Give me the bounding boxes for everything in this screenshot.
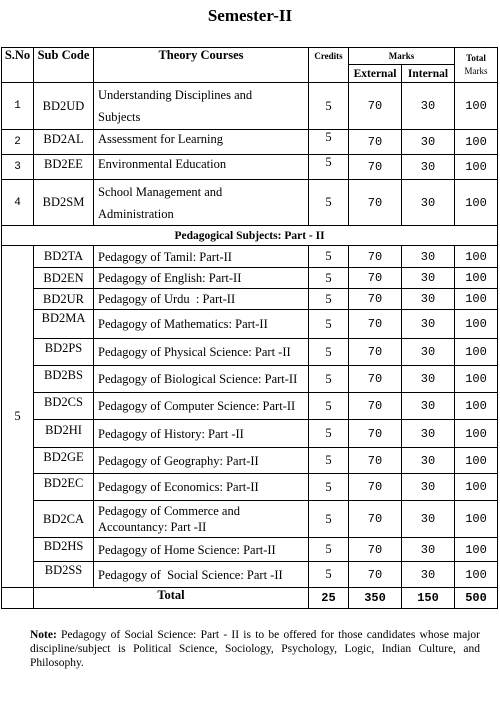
table-row <box>2 393 498 420</box>
total-internal: 150 <box>402 588 455 609</box>
table-row <box>2 130 498 155</box>
row-internal: 30 <box>402 180 455 226</box>
table-row <box>2 538 498 562</box>
row-code: BD2UR <box>34 289 94 310</box>
row-course: Pedagogy of Physical Science: Part -II <box>94 339 309 366</box>
table-row <box>2 501 498 538</box>
row-internal: 30 <box>402 393 455 420</box>
table-row <box>2 339 498 366</box>
row-code: BD2MA <box>34 310 94 339</box>
row-internal: 30 <box>402 366 455 393</box>
row-total: 100 <box>455 155 498 180</box>
row-external: 70 <box>349 130 402 155</box>
row-external: 70 <box>349 501 402 538</box>
table-row <box>2 366 498 393</box>
row-credits: 5 <box>309 339 349 366</box>
total-total: 500 <box>455 588 498 609</box>
row-external: 70 <box>349 268 402 289</box>
row-sno: 1 <box>2 83 34 130</box>
row-internal: 30 <box>402 246 455 268</box>
row-external: 70 <box>349 289 402 310</box>
row-total: 100 <box>455 448 498 474</box>
row-total: 100 <box>455 420 498 448</box>
row-code: BD2CA <box>34 501 94 538</box>
header-sub-code: Sub Code <box>34 48 94 83</box>
table-row <box>2 474 498 501</box>
row-external: 70 <box>349 246 402 268</box>
course-table <box>1 47 498 609</box>
table-row <box>2 83 498 130</box>
row-credits: 5 <box>309 393 349 420</box>
table-row <box>2 448 498 474</box>
row-course: Pedagogy of Social Science: Part -II <box>94 562 309 588</box>
row-credits: 5 <box>309 448 349 474</box>
row-course-line2: Subjects <box>98 110 141 124</box>
header-credits: Credits <box>309 48 349 83</box>
row-external: 70 <box>349 538 402 562</box>
row-credits: 5 <box>309 130 349 155</box>
row-credits: 5 <box>309 83 349 130</box>
page-title: Semester-II <box>207 6 293 25</box>
table-row <box>2 155 498 180</box>
row-course <box>94 501 309 538</box>
row-credits: 5 <box>309 366 349 393</box>
header-total <box>455 48 498 83</box>
row-code: BD2SM <box>34 180 94 226</box>
table-row <box>2 310 498 339</box>
row-sno: 4 <box>2 180 34 226</box>
header-internal: Internal <box>402 65 455 83</box>
row-internal: 30 <box>402 130 455 155</box>
table-row <box>2 180 498 226</box>
row-code: BD2GE <box>34 448 94 474</box>
row-course <box>94 83 309 130</box>
row-external: 70 <box>349 366 402 393</box>
table-row <box>2 289 498 310</box>
row-total: 100 <box>455 339 498 366</box>
row-internal: 30 <box>402 83 455 130</box>
row-credits: 5 <box>309 538 349 562</box>
row-external: 70 <box>349 310 402 339</box>
total-credits: 25 <box>309 588 349 609</box>
row-code: BD2BS <box>34 366 94 393</box>
row-external: 70 <box>349 393 402 420</box>
row-external: 70 <box>349 83 402 130</box>
row-total: 100 <box>455 246 498 268</box>
table-row <box>2 246 498 268</box>
row-credits: 5 <box>309 180 349 226</box>
row-course: Pedagogy of Urdu : Part-II <box>94 289 309 310</box>
row-code: BD2AL <box>34 130 94 155</box>
header-marks: Marks <box>349 48 455 65</box>
row-internal: 30 <box>402 420 455 448</box>
row-internal: 30 <box>402 448 455 474</box>
row-course: Pedagogy of Mathematics: Part-II <box>94 310 309 339</box>
pedagogy-heading: Pedagogical Subjects: Part - II <box>2 226 498 246</box>
row-course: Pedagogy of Biological Science: Part-II <box>94 366 309 393</box>
row-total: 100 <box>455 501 498 538</box>
row-course-line1: Pedagogy of Commerce and <box>98 504 240 518</box>
row-code: BD2HI <box>34 420 94 448</box>
pedagogy-heading-row <box>2 226 498 246</box>
row-internal: 30 <box>402 474 455 501</box>
row-credits: 5 <box>309 289 349 310</box>
row-external: 70 <box>349 180 402 226</box>
row-total: 100 <box>455 310 498 339</box>
total-external: 350 <box>349 588 402 609</box>
row-total: 100 <box>455 538 498 562</box>
row-credits: 5 <box>309 562 349 588</box>
row-credits: 5 <box>309 501 349 538</box>
row-total: 100 <box>455 366 498 393</box>
row-internal: 30 <box>402 289 455 310</box>
row-external: 70 <box>349 339 402 366</box>
footnote-label: Note: <box>30 629 57 641</box>
row-internal: 30 <box>402 562 455 588</box>
row-total: 100 <box>455 268 498 289</box>
row-external: 70 <box>349 448 402 474</box>
row-external: 70 <box>349 474 402 501</box>
row-internal: 30 <box>402 538 455 562</box>
row-course: Pedagogy of Economics: Part-II <box>94 474 309 501</box>
row-credits: 5 <box>309 310 349 339</box>
row-credits: 5 <box>309 420 349 448</box>
row-code: BD2EN <box>34 268 94 289</box>
row-internal: 30 <box>402 339 455 366</box>
row-code: BD2EE <box>34 155 94 180</box>
row-total: 100 <box>455 393 498 420</box>
row-code: BD2EC <box>34 474 94 501</box>
header-external: External <box>349 65 402 83</box>
header-total-line1: Total <box>466 53 486 63</box>
row-internal: 30 <box>402 501 455 538</box>
header-sno: S.No <box>2 48 34 83</box>
row-code: BD2HS <box>34 538 94 562</box>
row-code: BD2UD <box>34 83 94 130</box>
total-row <box>2 588 498 609</box>
row-sno: 2 <box>2 130 34 155</box>
row-code: BD2PS <box>34 339 94 366</box>
row-course: Pedagogy of History: Part -II <box>94 420 309 448</box>
footnote-text: Pedagogy of Social Science: Part - II is to be offered for those candidates whose major discipline/subject is Political Science, Sociology, Psychology, Logic, Indian Culture, and Philosophy. <box>30 629 480 669</box>
row-course: Pedagogy of Geography: Part-II <box>94 448 309 474</box>
row-code: BD2TA <box>34 246 94 268</box>
row-course-line2: Administration <box>98 206 174 221</box>
row-course-line2: Accountancy: Part -II <box>98 520 207 534</box>
pedagogy-sno: 5 <box>2 246 34 588</box>
row-sno: 3 <box>2 155 34 180</box>
row-course: Pedagogy of Home Science: Part-II <box>94 538 309 562</box>
row-course <box>94 180 309 226</box>
row-external: 70 <box>349 155 402 180</box>
row-total: 100 <box>455 474 498 501</box>
row-internal: 30 <box>402 310 455 339</box>
row-internal: 30 <box>402 155 455 180</box>
row-course-line1: Understanding Disciplines and <box>98 88 253 102</box>
row-credits: 5 <box>309 155 349 180</box>
table-row <box>2 562 498 588</box>
row-credits: 5 <box>309 474 349 501</box>
row-credits: 5 <box>309 246 349 268</box>
row-course-line1: School Management and <box>98 184 223 199</box>
row-total: 100 <box>455 289 498 310</box>
row-code: BD2CS <box>34 393 94 420</box>
footnote <box>30 628 480 670</box>
row-course: Assessment for Learning <box>94 130 309 155</box>
header-total-line2: Marks <box>464 66 488 76</box>
row-course: Pedagogy of English: Part-II <box>94 268 309 289</box>
row-external: 70 <box>349 420 402 448</box>
row-total: 100 <box>455 83 498 130</box>
row-course: Environmental Education <box>94 155 309 180</box>
total-label: Total <box>34 588 309 609</box>
header-row <box>2 48 498 65</box>
table-row <box>2 268 498 289</box>
header-theory-courses: Theory Courses <box>94 48 309 83</box>
row-internal: 30 <box>402 268 455 289</box>
row-code: BD2SS <box>34 562 94 588</box>
row-total: 100 <box>455 180 498 226</box>
total-spacer <box>2 588 34 609</box>
row-credits: 5 <box>309 268 349 289</box>
table-row <box>2 420 498 448</box>
row-total: 100 <box>455 130 498 155</box>
row-external: 70 <box>349 562 402 588</box>
row-total: 100 <box>455 562 498 588</box>
row-course: Pedagogy of Tamil: Part-II <box>94 246 309 268</box>
row-course: Pedagogy of Computer Science: Part-II <box>94 393 309 420</box>
